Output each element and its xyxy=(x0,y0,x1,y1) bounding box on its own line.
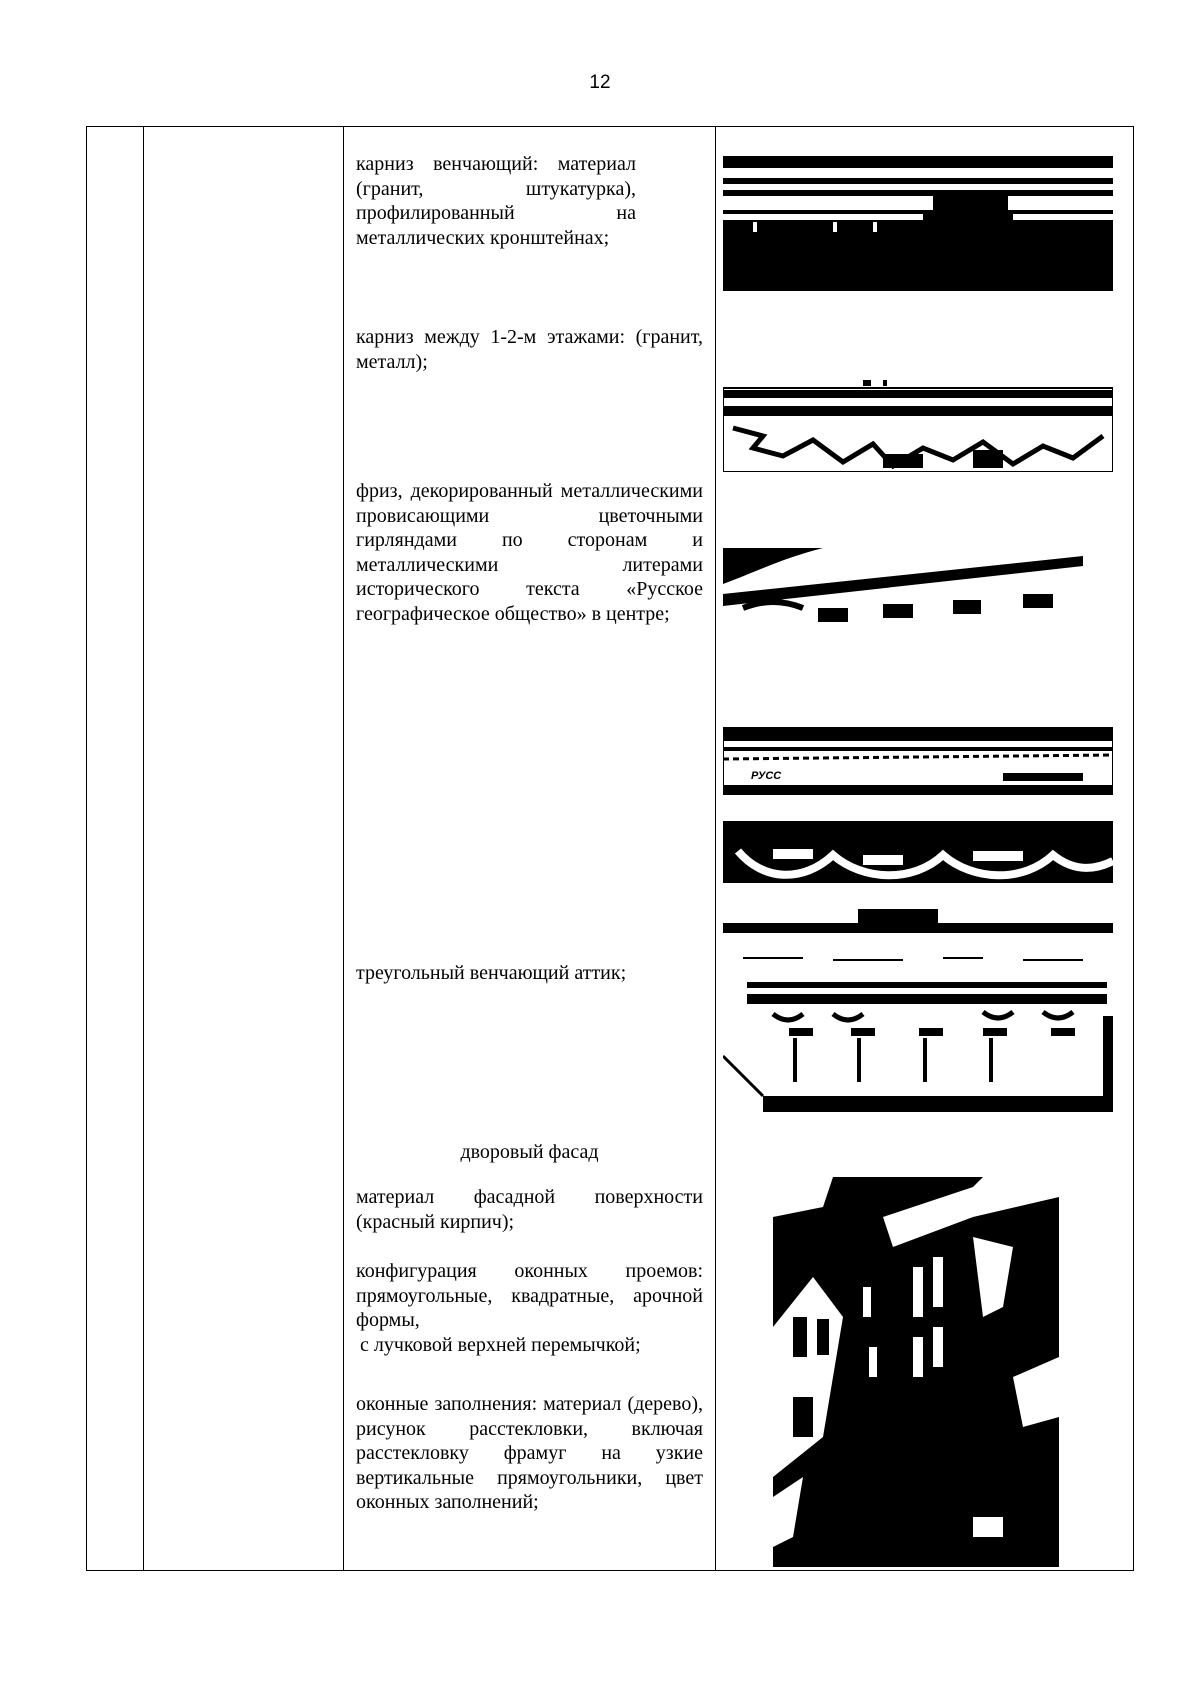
column-divider-2 xyxy=(343,127,344,1570)
courtyard-facade-photo xyxy=(773,1177,1059,1567)
cornice-between-floors-text: карниз между 1-2-м этажами: (гранит, металл); xyxy=(356,326,703,373)
between-floors-cornice-photo xyxy=(723,366,1113,472)
cornice-crowning-text: карниз венчающий: материал (гранит, штукатурка), профилированный на металлических кронштейнах; xyxy=(356,153,636,249)
frieze-text: фриз, декорированный металлическими провисающими цветочными гирляндами по сторонам и металлическими литерами исторического текста «Русское географическое общество» в центре; xyxy=(356,480,703,625)
frieze-garlands-photo xyxy=(723,821,1113,933)
column-divider-3 xyxy=(715,127,716,1570)
window-openings-text-2: с лучковой верхней перемычкой; xyxy=(360,1334,641,1356)
crowning-cornice-photo xyxy=(723,156,1113,291)
facade-material-text: материал фасадной поверхности (красный кирпич); xyxy=(356,1186,703,1233)
attic-photo xyxy=(723,956,1113,1112)
column-divider-1 xyxy=(143,127,144,1570)
frieze-letters-text: РУСС xyxy=(751,770,782,782)
frieze-photo-2 xyxy=(723,727,1113,795)
window-fillings-text: оконные заполнения: материал (дерево), рисунок расстекловки, включая расстекловку фрамуг на узкие вертикальные прямоугольники, цвет оконных заполнений; xyxy=(356,1393,703,1513)
frieze-photo-1 xyxy=(723,548,1113,630)
window-openings-text: конфигурация оконных проемов: прямоугольные, квадратные, арочной формы, xyxy=(356,1260,703,1331)
courtyard-facade-heading: дворовый фасад xyxy=(460,1141,599,1163)
page-number: 12 xyxy=(589,72,611,93)
attic-text: треугольный венчающий аттик; xyxy=(356,962,627,984)
